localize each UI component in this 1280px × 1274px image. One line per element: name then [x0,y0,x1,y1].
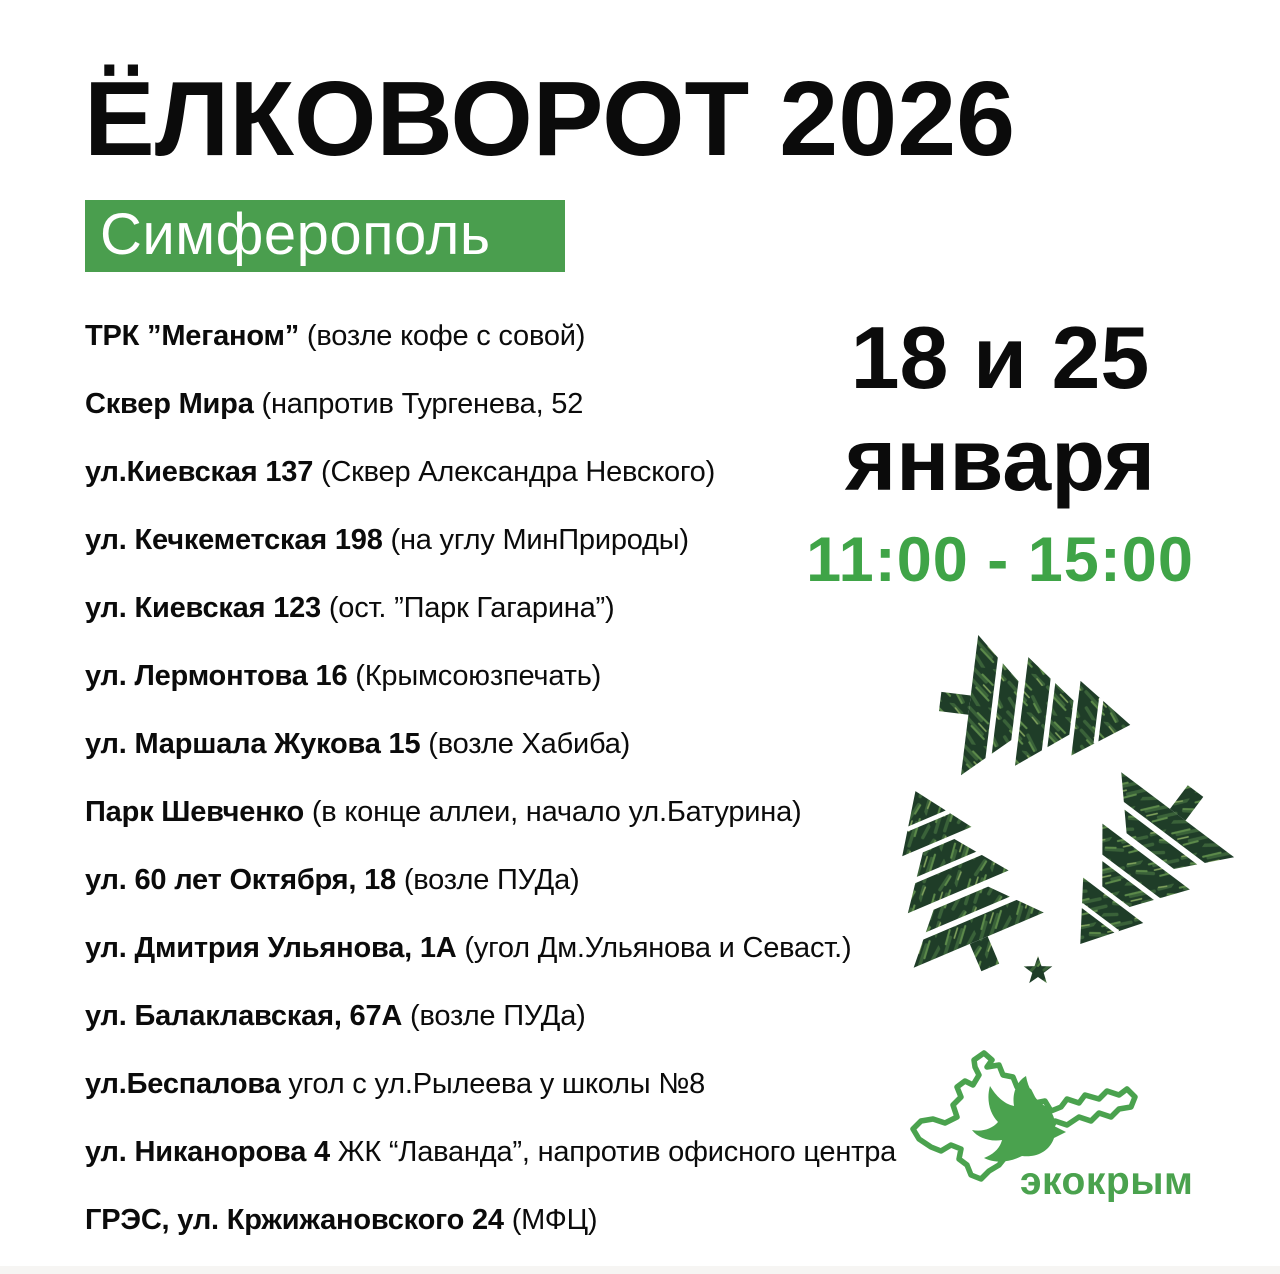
location-name: ул. Никанорова 4 [85,1136,330,1168]
location-name: ул. Кечкеметская 198 [85,524,383,556]
bottom-strip [0,1266,1280,1274]
tree-recycle-emblem [850,634,1234,1006]
location-item [85,914,896,982]
location-name: ул. Маршала Жукова 15 [85,728,421,760]
city-name: Симферополь [100,202,491,267]
city-banner [85,200,565,272]
location-note: (на углу МинПрироды) [382,524,689,556]
ecocrimea-wordmark: экокрым [1020,1160,1194,1203]
dove-icon [972,1076,1066,1162]
location-note: (возле Хабиба) [420,728,631,760]
location-note: (МФЦ) [503,1204,598,1236]
ecocrimea-logo [902,1046,1202,1222]
schedule-block [782,308,1218,596]
location-item [85,778,896,846]
location-item [85,642,896,710]
location-note: (угол Дм.Ульянова и Севаст.) [456,932,852,964]
location-item [85,1050,896,1118]
location-name: ул. Балаклавская, 67А [85,1000,403,1032]
location-name: ул.Киевская 137 [85,456,314,488]
location-name: ул. Дмитрия Ульянова, 1А [85,932,457,964]
star-icon [1024,956,1053,983]
location-item [85,710,896,778]
event-dates-line2: января [844,410,1156,509]
location-name: Парк Шевченко [85,796,304,828]
location-name: ул. 60 лет Октября, 18 [85,864,396,896]
location-item [85,574,896,642]
event-time: 11:00 - 15:00 [806,525,1194,595]
location-name: ТРК ”Меганом” [85,320,300,352]
location-item [85,370,896,438]
location-name: ГРЭС, ул. Кржижановского 24 [85,1204,504,1236]
location-note: (возле ПУДа) [395,864,580,896]
title-year: 2026 [779,60,1016,178]
location-note: (Сквер Александра Невского) [313,456,716,488]
location-note: (возле ПУДа) [402,1000,586,1032]
location-note: (напротив Тургенева, 52 [253,388,584,420]
location-note: (ост. ”Парк Гагарина”) [320,592,615,624]
title-event: ЁЛКОВОРОТ [84,60,750,178]
location-name: ул. Лермонтова 16 [85,660,348,692]
fir-tree-icon [1015,737,1234,998]
location-item [85,982,896,1050]
location-note: (Крымсоюзпечать) [347,660,602,692]
location-item [85,506,896,574]
location-name: ул.Беспалова [85,1068,281,1100]
location-item [85,846,896,914]
location-note: (в конце аллеи, начало ул.Батурина) [303,796,802,828]
event-dates-line1: 18 и 25 [850,308,1150,407]
location-name: ул. Киевская 123 [85,592,321,624]
locations-list [85,302,896,1254]
location-note: угол с ул.Рылеева у школы №8 [280,1068,706,1100]
location-note: ЖК “Лаванда”, напротив офисного центра [329,1136,897,1168]
location-name: Сквер Мира [85,388,254,420]
fir-tree-icon [932,634,1139,795]
location-item [85,438,896,506]
location-item [85,302,896,370]
location-note: (возле кофе с совой) [299,320,586,352]
location-item [85,1186,896,1254]
location-item [85,1118,896,1186]
page-title [84,60,1016,178]
